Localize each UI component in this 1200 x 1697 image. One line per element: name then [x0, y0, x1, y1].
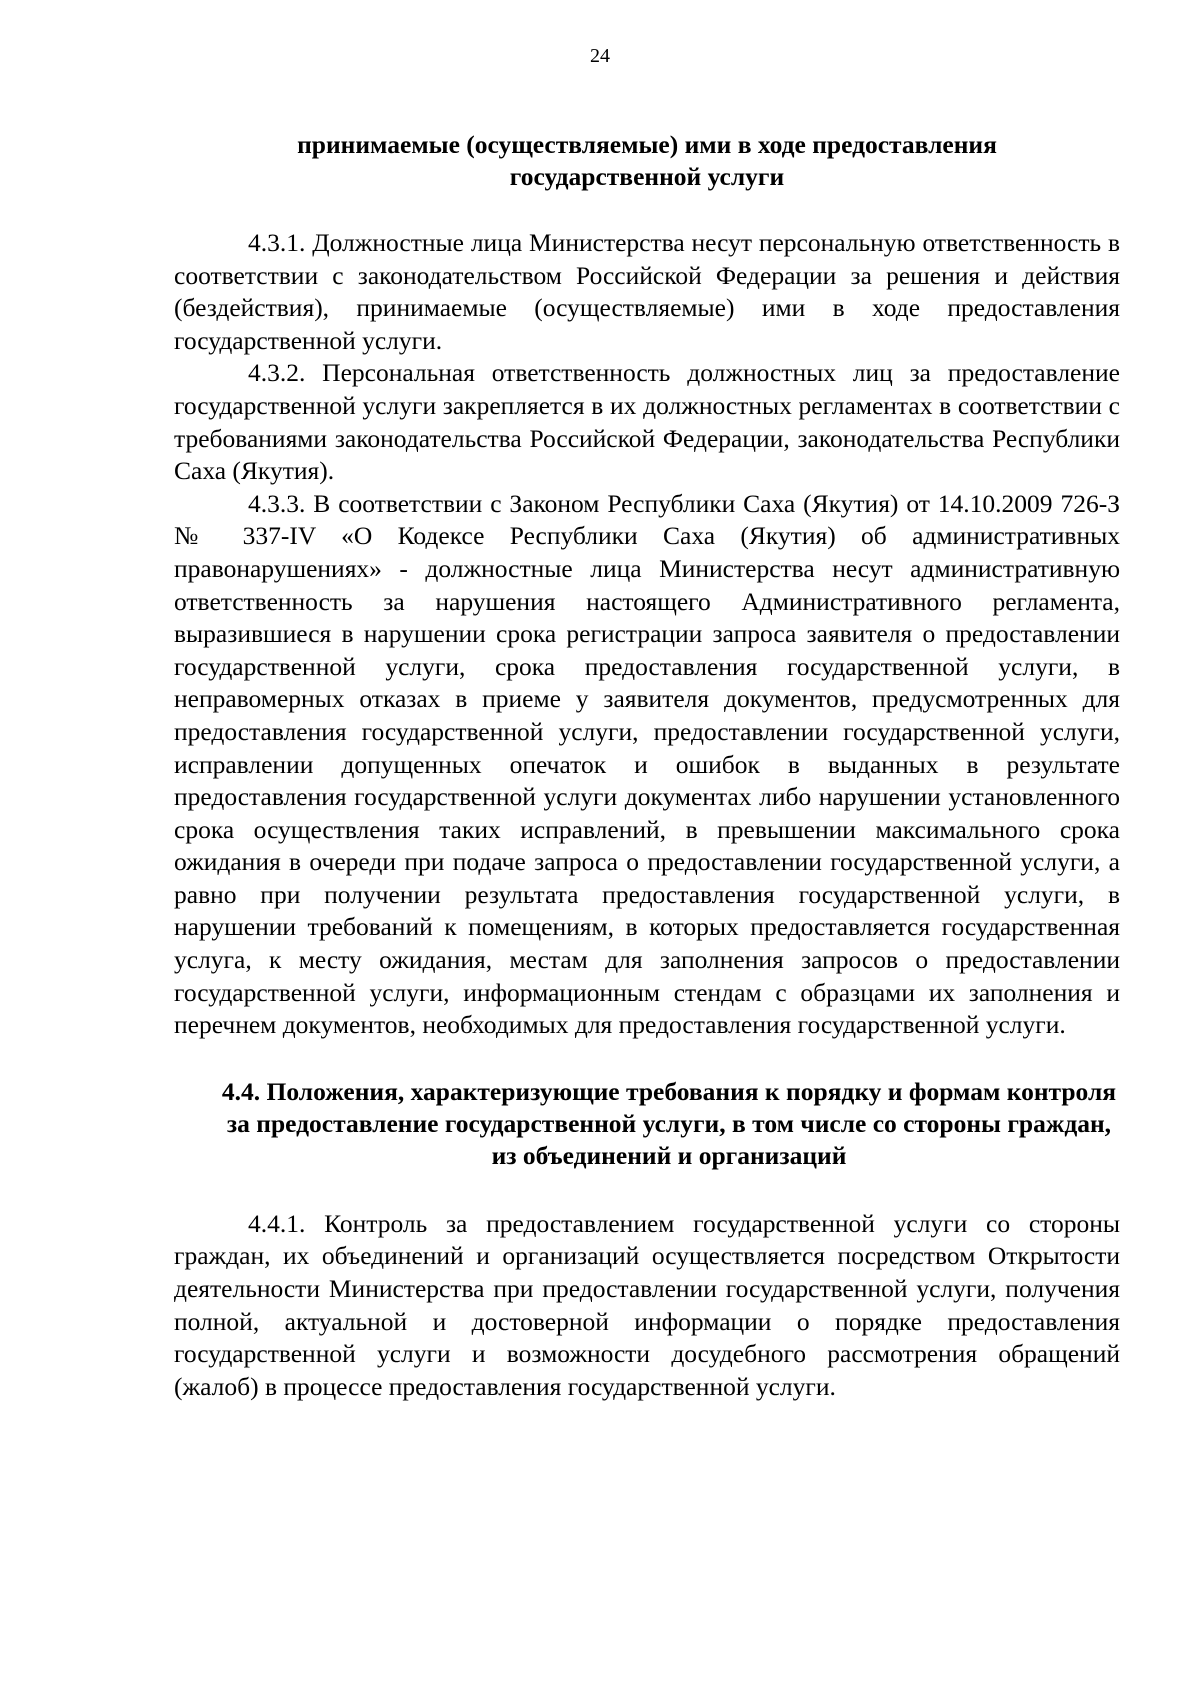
- paragraph-4-3-2: 4.3.2. Персональная ответственность должностных лиц за предоставление государственной услуги закрепляется в их должностных регламентах в соответствии с требованиями законодательства Российской Федерации, законодательства Республики Саха (Якутия).: [174, 358, 1120, 486]
- page-number: 24: [590, 45, 610, 67]
- paragraph-4-3-3: 4.3.3. В соответствии с Законом Республики Саха (Якутия) от 14.10.2009 726-З № 337-IV «О Кодексе Республики Саха (Якутия) об административных правонарушениях» - должностные лица Министерства несут административную ответственность за нарушения настоящего Административного регламента, выразившиеся в нарушении срока регистрации запроса заявителя о предоставлении государственной услуги, срока предоставления государственной услуги, в неправомерных отказах в приеме у заявителя документов, предусмотренных для предоставления государственной услуги, предоставлении государственной услуги, исправлении допущенных опечаток и ошибок в выданных в результате предоставления государственной услуги документах либо нарушении установленного срока осуществления таких исправлений, в превышении максимального срока ожидания в очереди при подаче запроса о предоставлении государственной услуги, а равно при получении результата предоставления государственной услуги, в нарушении требований к помещениям, в которых предоставляется государственная услуга, к месту ожидания, местам для заполнения запросов о предоставлении государственной услуги, информационным стендам с образцами их заполнения и перечнем документов, необходимых для предоставления государственной услуги.: [174, 488, 1120, 1040]
- paragraph-4-4-1: 4.4.1. Контроль за предоставлением государственной услуги со стороны граждан, их объединений и организаций осуществляется посредством Открытости деятельности Министерства при предоставлении государственной услуги, получения полной, актуальной и достоверной информации о порядке предоставления государственной услуги и возможности досудебного рассмотрения обращений (жалоб) в процессе предоставления государственной услуги.: [174, 1208, 1120, 1401]
- section-heading: принимаемые (осуществляемые) ими в ходе предоставления государственной услуги: [297, 130, 997, 191]
- section-heading-4-4: 4.4. Положения, характеризующие требования к порядку и формам контроля за предоставление государственной услуги, в том числе со стороны граждан, из объединений и организаций: [221, 1076, 1117, 1170]
- paragraph-4-3-1: 4.3.1. Должностные лица Министерства несут персональную ответственность в соответствии с законодательством Российской Федерации за решения и действия (бездействия), принимаемые (осуществляемые) ими в ходе предоставления государственной услуги.: [174, 228, 1120, 355]
- document-body: [174, 129, 1120, 1403]
